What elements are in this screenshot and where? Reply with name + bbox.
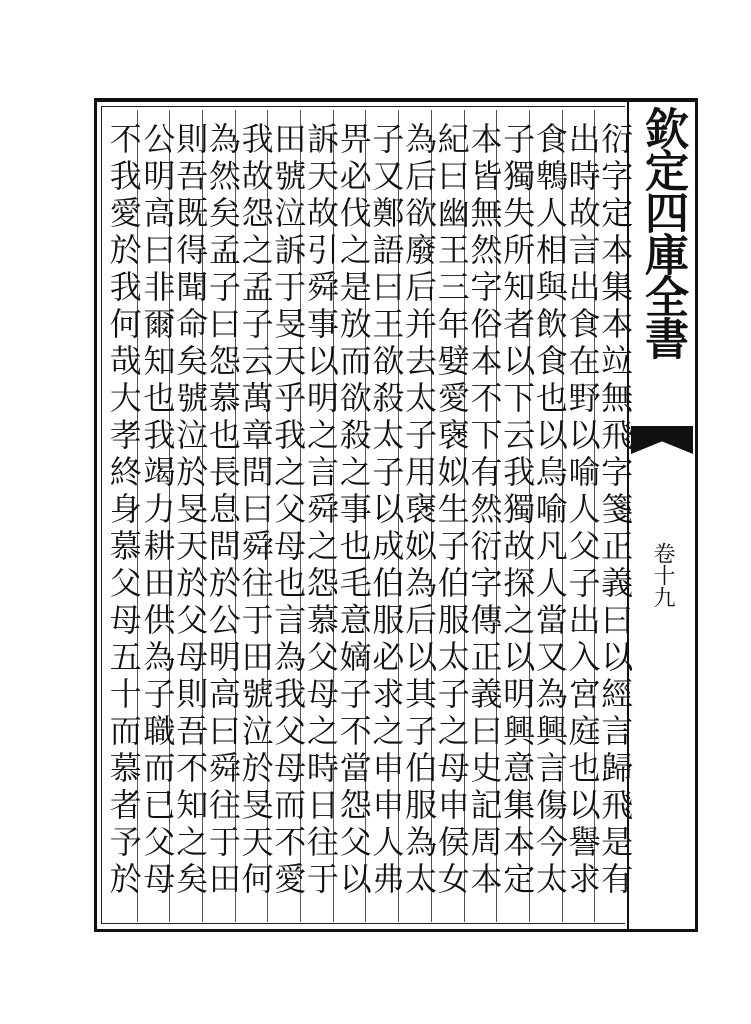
column-text: 衍字定本集本竝無飛字箋正義曰以經言歸飛是有	[596, 122, 635, 899]
column-text: 子獨失所知者以下云我獨故探之以明興意集本定	[498, 122, 537, 899]
column-text: 公明高曰非爾知也我竭力耕田供為子職而已父母	[138, 122, 177, 899]
fish-tail-mark-icon	[631, 426, 693, 454]
column-text: 不我愛於我何哉大孝終身慕父母五十而慕者予於	[104, 122, 143, 899]
book-title: 欽定四庫全書	[637, 106, 688, 358]
column-text: 訴天故引舜事以明之言舜之怨慕父母之時日往于	[302, 122, 340, 899]
column-text: 子又鄭語曰王欲殺太子以成伯服必求之申申人弗	[367, 122, 406, 899]
column-text: 紀曰幽王三年嬖愛襃姒生子伯服太子之母申侯女	[432, 122, 471, 899]
column-text: 則吾既得聞命矣號泣於旻天於父母則吾不知之矣	[171, 122, 210, 899]
text-column	[104, 110, 143, 922]
column-text: 為然矣孟子曰怨慕也長息問於公明高曰舜往于田	[203, 122, 242, 899]
column-text: 食鵯人相與飲食也以烏喻凡人當又為興言傷今太	[530, 122, 569, 899]
column-text: 畀必伐之是放而欲殺之事也毛意嫡子不當怨父以	[334, 122, 373, 899]
column-text: 為后欲廢后并去太子用襃姒為后以其子伯服為太	[400, 122, 439, 899]
page-margin-strip	[627, 102, 695, 930]
column-text: 本皆無然字俗本不下有然衍字傳正義曰史記周本	[465, 122, 504, 899]
column-text: 出時故言出食在野以喻人父子出入宮庭也以譽求	[563, 122, 602, 899]
column-text: 我故怨之孟子云萬章問曰舜往于田號泣於旻天何	[236, 122, 275, 899]
column-text: 田號泣訴于旻天乎我之父母也言為我父母而不愛	[269, 122, 308, 899]
volume-number: 卷十九	[650, 542, 675, 608]
